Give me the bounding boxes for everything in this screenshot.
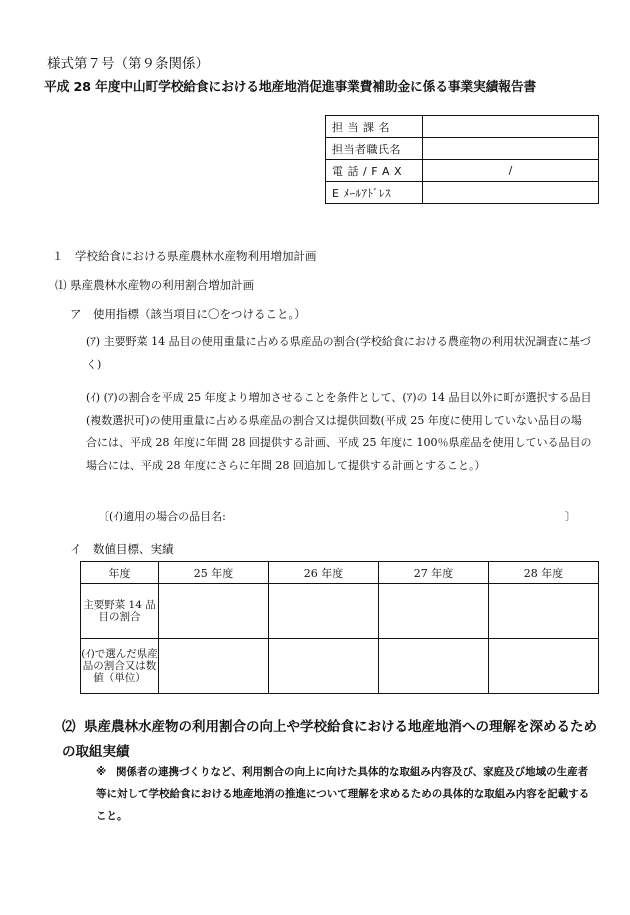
- column-header: 25 年度: [159, 562, 269, 584]
- targets-heading: イ 数値目標、実績: [70, 542, 174, 556]
- section-2-title: 県産農林水産物の利用割合の向上や学校給食における地産地消への理解を深めるための取組実績: [62, 719, 597, 760]
- section-2-number: ⑵: [62, 719, 76, 735]
- contact-label: 担 当 課 名: [326, 116, 423, 138]
- option-b-text: (ｲ) (ｱ)の割合を平成 25 年度より増加させることを条件として、(ｱ)の 14 品目以外に町が選択する品目(複数選択可)の使用重量に占める県産品の割合又は提供回数(平成 25 年度に使用していない品目の場合には、平成 28 年度に年間 28 回提供する計画、平成 25 年度に 100％県産品を使用している品目の場合には、平成 28 年度にさらに年間 28 回追加して提供する計画とすること。）: [86, 391, 592, 472]
- table-cell[interactable]: [159, 584, 269, 639]
- item-name-field[interactable]: [98, 508, 576, 524]
- row-header: (ｲ)で選んだ県産品の割合又は数値（単位）: [81, 639, 159, 694]
- item-name-label: 〔(ｲ)適用の場合の品目名:: [98, 510, 226, 523]
- form-number: 様式第７号（第９条関係）: [47, 56, 209, 72]
- note-text: 関係者の連携づくりなど、利用割合の向上に向けた具体的な取組み内容及び、家庭及び地域の生産者等に対して学校給食における地産地消の推進について理解を求めるための具体的な取組み内容を記載すること。: [96, 766, 590, 822]
- contact-row-name: [326, 138, 599, 160]
- section-2-heading: [62, 715, 602, 765]
- option-a-text: (ｱ) 主要野菜 14 品目の使用重量に占める県産品の割合(学校給食における農産物の利用状況調査に基づく): [86, 335, 591, 371]
- table-cell[interactable]: [489, 584, 599, 639]
- contact-value-field[interactable]: [423, 182, 599, 204]
- page-title: 平成 28 年度中山町学校給食における地産地消促進事業費補助金に係る事業実績報告書: [44, 80, 537, 95]
- section-1-heading: １ 学校給食における県産農林水産物利用増加計画: [52, 249, 317, 263]
- instruction-note: [96, 761, 596, 827]
- table-cell[interactable]: [159, 639, 269, 694]
- table-cell[interactable]: [489, 639, 599, 694]
- item-name-close: 〕: [565, 510, 576, 523]
- table-cell[interactable]: [269, 584, 379, 639]
- column-header: 28 年度: [489, 562, 599, 584]
- row-header: 主要野菜 14 品目の割合: [81, 584, 159, 639]
- contact-row-email: [326, 182, 599, 204]
- column-header: 26 年度: [269, 562, 379, 584]
- contact-value-field[interactable]: /: [423, 160, 599, 182]
- contact-label: 電 話 / F A X: [326, 160, 423, 182]
- contact-label: E ﾒｰﾙｱﾄﾞﾚｽ: [326, 182, 423, 204]
- metrics-table: [80, 561, 599, 694]
- table-row: [81, 584, 599, 639]
- contact-row-department: [326, 116, 599, 138]
- usage-index-heading: ア 使用指標（該当項目に〇をつけること。）: [70, 307, 306, 321]
- column-header: 年度: [81, 562, 159, 584]
- contact-row-phone-fax: [326, 160, 599, 182]
- contact-value-field[interactable]: [423, 138, 599, 160]
- contact-value-field[interactable]: [423, 116, 599, 138]
- contact-label: 担当者職氏名: [326, 138, 423, 160]
- subsection-1-heading: ⑴ 県産農林水産物の利用割合増加計画: [55, 278, 255, 292]
- metrics-header-row: [81, 562, 599, 584]
- table-cell[interactable]: [379, 639, 489, 694]
- note-mark: ※: [96, 766, 107, 778]
- table-cell[interactable]: [379, 584, 489, 639]
- contact-table: [325, 115, 599, 204]
- table-row: [81, 639, 599, 694]
- table-cell[interactable]: [269, 639, 379, 694]
- column-header: 27 年度: [379, 562, 489, 584]
